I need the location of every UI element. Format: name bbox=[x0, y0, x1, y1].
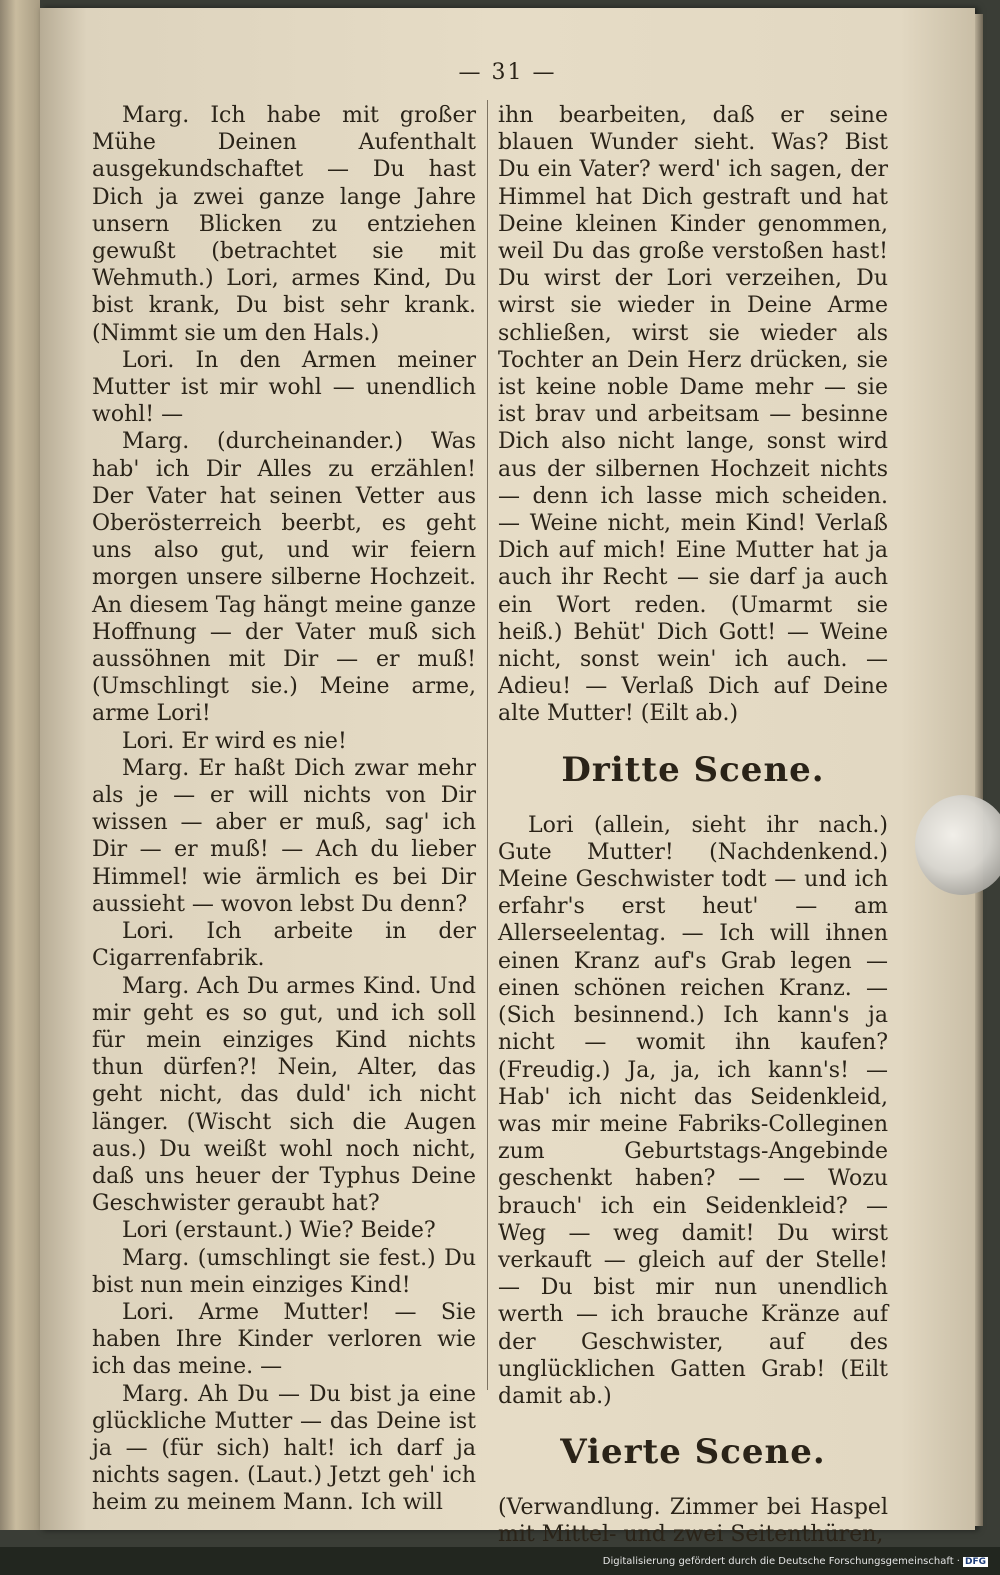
paragraph: ihn bearbeiten, daß er seine blauen Wunder sieht. Was? Bist Du ein Vater? werd' ich sagen, der Himmel hat Dich gestraft und hat Deine kleinen Kinder genommen, weil Du das große verstoßen hast! Du wirst der Lori verzeihen, Du wirst sie wieder in Deine Arme schließen, wirst sie wieder als Tochter an Dein Herz drücken, sie ist keine noble Dame mehr — sie ist brav und arbeitsam — besinne Dich also nicht lange, sonst wird aus der silbernen Hochzeit nichts — denn ich lasse mich scheiden. — Weine nicht, mein Kind! Verlaß Dich auf mich! Eine Mutter hat ja auch ihr Recht — sie darf ja auch ein Wort reden. (Umarmt sie heiß.) Behüt' Dich Gott! — Weine nicht, sonst wein' ich auch. — Adieu! — Verlaß Dich auf Deine alte Mutter! (Eilt ab.) bbox=[498, 103, 888, 727]
paragraph: Marg. Er haßt Dich zwar mehr als je — er will nichts von Dir wissen — aber er muß, sag' ich Dir — er muß! — Ach du lieber Himmel! wie ärmlich es bei Dir aussieht — wovon lebst Du denn? bbox=[92, 755, 476, 917]
paragraph: Marg. Ich habe mit großer Mühe Deinen Aufenthalt ausgekundschaftet — Du hast Dich ja zwei ganze lange Jahre unsern Blicken zu entziehen gewußt (betrachtet sie mit Wehmuth.) Lori, armes Kind, Du bist krank, Du bist sehr krank. (Nimmt sie um den Hals.) bbox=[92, 103, 476, 346]
book-page bbox=[40, 8, 975, 1548]
dfg-logo-icon: DFG bbox=[964, 1557, 986, 1567]
stage-direction: (Verwandlung. Zimmer bei Haspel mit Mittel- und zwei Seitenthüren, bbox=[498, 1495, 888, 1548]
footer-credit bbox=[603, 1556, 988, 1567]
scene-heading-3: Dritte Scene. bbox=[561, 749, 825, 790]
paragraph: Marg. (durcheinander.) Was hab' ich Dir Alles zu erzählen! Der Vater hat seinen Vetter aus Oberösterreich beerbt, es geht uns also gut, und wir feiern morgen unsere silberne Hochzeit. An diesem Tag hängt meine ganze Hoffnung — der Vater muß sich aussöhnen mit Dir — er muß! (Umschlingt sie.) Meine arme, arme Lori! bbox=[92, 429, 476, 727]
scene-heading-4: Vierte Scene. bbox=[560, 1432, 826, 1473]
paragraph: Lori. In den Armen meiner Mutter ist mir wohl — unendlich wohl! — bbox=[92, 347, 476, 428]
paragraph: Lori. Ich arbeite in der Cigarrenfabrik. bbox=[92, 919, 476, 972]
left-column bbox=[92, 102, 476, 1517]
magnifier-loupe bbox=[915, 795, 1000, 895]
page-edge bbox=[975, 14, 983, 1526]
page-number: — 31 — bbox=[458, 60, 557, 85]
paragraph: Marg. Ah Du — Du bist ja eine glückliche Mutter — das Deine ist ja — (für sich) halt! ich darf ja nichts sagen. (Laut.) Jetzt geh' ich heim zu meinem Mann. Ich will bbox=[92, 1381, 476, 1516]
paragraph: Marg. (umschlingt sie fest.) Du bist nun mein einziges Kind! bbox=[92, 1245, 476, 1298]
paragraph: Lori (allein, sieht ihr nach.) Gute Mutter! (Nachdenkend.) Meine Geschwister todt — und ich erfahr's erst heut' — am Allerseelentag. — Ich will ihnen einen Kranz auf's Grab legen — einen schönen reichen Kranz. — (Sich besinnend.) Ich kann's ja nicht — womit ihn kaufen? (Freudig.) Ja, ja, ich kann's! — Hab' ich nicht das Seidenkleid, was mir meine Fabriks-Colleginen zum Geburtstags-Angebinde geschenkt haben? — — Wozu brauch' ich ein Seidenkleid? — Weg — weg damit! Du wirst verkauft — gleich auf der Stelle! — Du bist mir nun unendlich werth — ich brauche Kränze auf der Geschwister, auf des unglücklichen Gatten Grab! (Eilt damit ab.) bbox=[498, 812, 888, 1409]
paragraph: Lori. Arme Mutter! — Sie haben Ihre Kinder verloren wie ich das meine. — bbox=[92, 1299, 476, 1380]
paragraph: Lori (erstaunt.) Wie? Beide? bbox=[122, 1218, 436, 1244]
previous-page-edge bbox=[0, 0, 40, 1530]
paragraph: Marg. Ach Du armes Kind. Und mir geht es so gut, und ich soll für mein einziges Kind nichts thun dürfen?! Nein, Alter, das geht nicht, das duld' ich nicht länger. (Wischt sich die Augen aus.) Du weißt wohl noch nicht, daß uns heuer der Typhus Deine Geschwister geraubt hat? bbox=[92, 973, 476, 1217]
footer-credit-text: Digitalisierung gefördert durch die Deutsche Forschungsgemeinschaft · bbox=[602, 1556, 960, 1567]
column-divider bbox=[487, 100, 488, 1390]
paragraph: Lori. Er wird es nie! bbox=[122, 728, 347, 754]
right-column bbox=[498, 102, 888, 1549]
